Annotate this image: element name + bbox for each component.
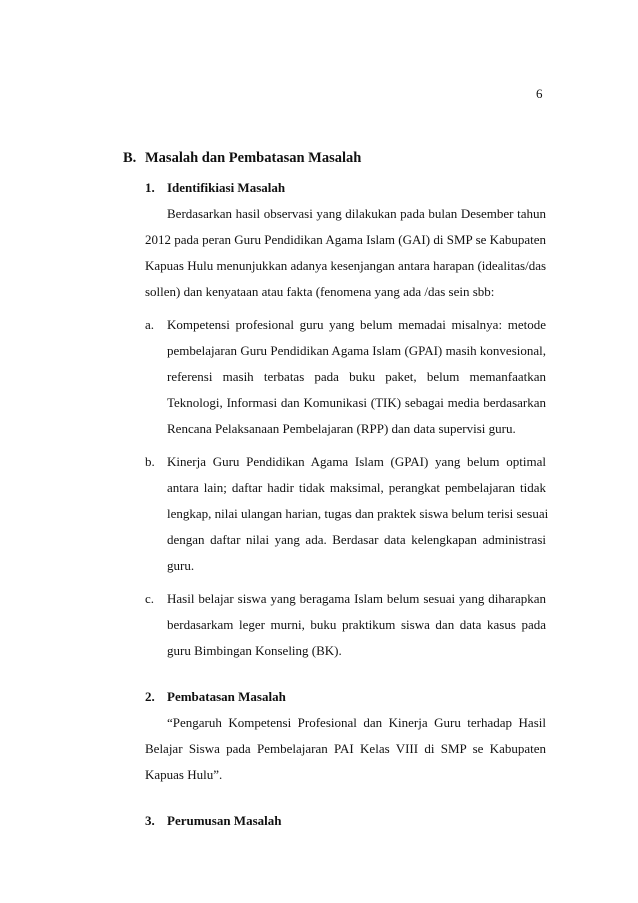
paragraph-line: Kapuas Hulu menunjukkan adanya kesenjangan antara harapan (idealitas/das [145,258,547,273]
subsection-1-marker: 1. [145,180,155,195]
list-item-line: Kinerja Guru Pendidikan Agama Islam (GPAI) yang belum optimal [167,454,546,469]
list-item-line: guru. [167,558,195,573]
list-item-line: Teknologi, Informasi dan Komunikasi (TIK) sebagai media berdasarkan [167,395,546,410]
list-item-line: Hasil belajar siswa yang beragama Islam belum sesuai yang diharapkan [167,591,546,606]
paragraph-line: sollen) dan kenyataan atau fakta (fenomena yang ada /das sein sbb: [145,284,495,299]
list-item-marker: a. [145,317,155,332]
subsection-3-title: Perumusan Masalah [167,813,282,828]
list-item-line: berdasarkam leger murni, buku praktikum siswa dan data kasus pada [167,617,546,632]
list-item-line: antara lain; daftar hadir tidak maksimal, perangkat pembelajaran tidak [167,480,546,495]
paragraph-line: Berdasarkan hasil observasi yang dilakukan pada bulan Desember tahun [167,206,546,221]
list-item-line: pembelajaran Guru Pendidikan Agama Islam (GPAI) masih konvesional, [167,343,546,358]
subsection-2-title: Pembatasan Masalah [167,689,286,704]
list-item-line: guru Bimbingan Konseling (BK). [167,643,342,658]
page-number: 6 [536,86,543,101]
subsection-3-marker: 3. [145,813,155,828]
list-item-line: Kompetensi profesional guru yang belum memadai misalnya: metode [167,317,546,332]
section-marker: B. [123,150,137,166]
subsection-1-title: Identifikiasi Masalah [167,180,286,195]
list-item-line: referensi masih terbatas pada buku paket, belum memanfaatkan [167,369,546,384]
section-title: Masalah dan Pembatasan Masalah [145,150,362,166]
list-item-line: Rencana Pelaksanaan Pembelajaran (RPP) dan data supervisi guru. [167,421,516,436]
subsection-2-marker: 2. [145,689,155,704]
paragraph-line: 2012 pada peran Guru Pendidikan Agama Islam (GAI) di SMP se Kabupaten [145,232,546,247]
paragraph-line: “Pengaruh Kompetensi Profesional dan Kinerja Guru terhadap Hasil [167,715,546,730]
list-item-marker: b. [145,454,155,469]
list-item-line: dengan daftar nilai yang ada. Berdasar data kelengkapan administrasi [167,532,546,547]
list-item-marker: c. [145,591,155,606]
paragraph-line: Kapuas Hulu”. [145,767,223,782]
list-item-line: lengkap, nilai ulangan harian, tugas dan praktek siswa belum terisi sesuai [167,506,549,521]
paragraph-line: Belajar Siswa pada Pembelajaran PAI Kelas VIII di SMP se Kabupaten [145,741,546,756]
